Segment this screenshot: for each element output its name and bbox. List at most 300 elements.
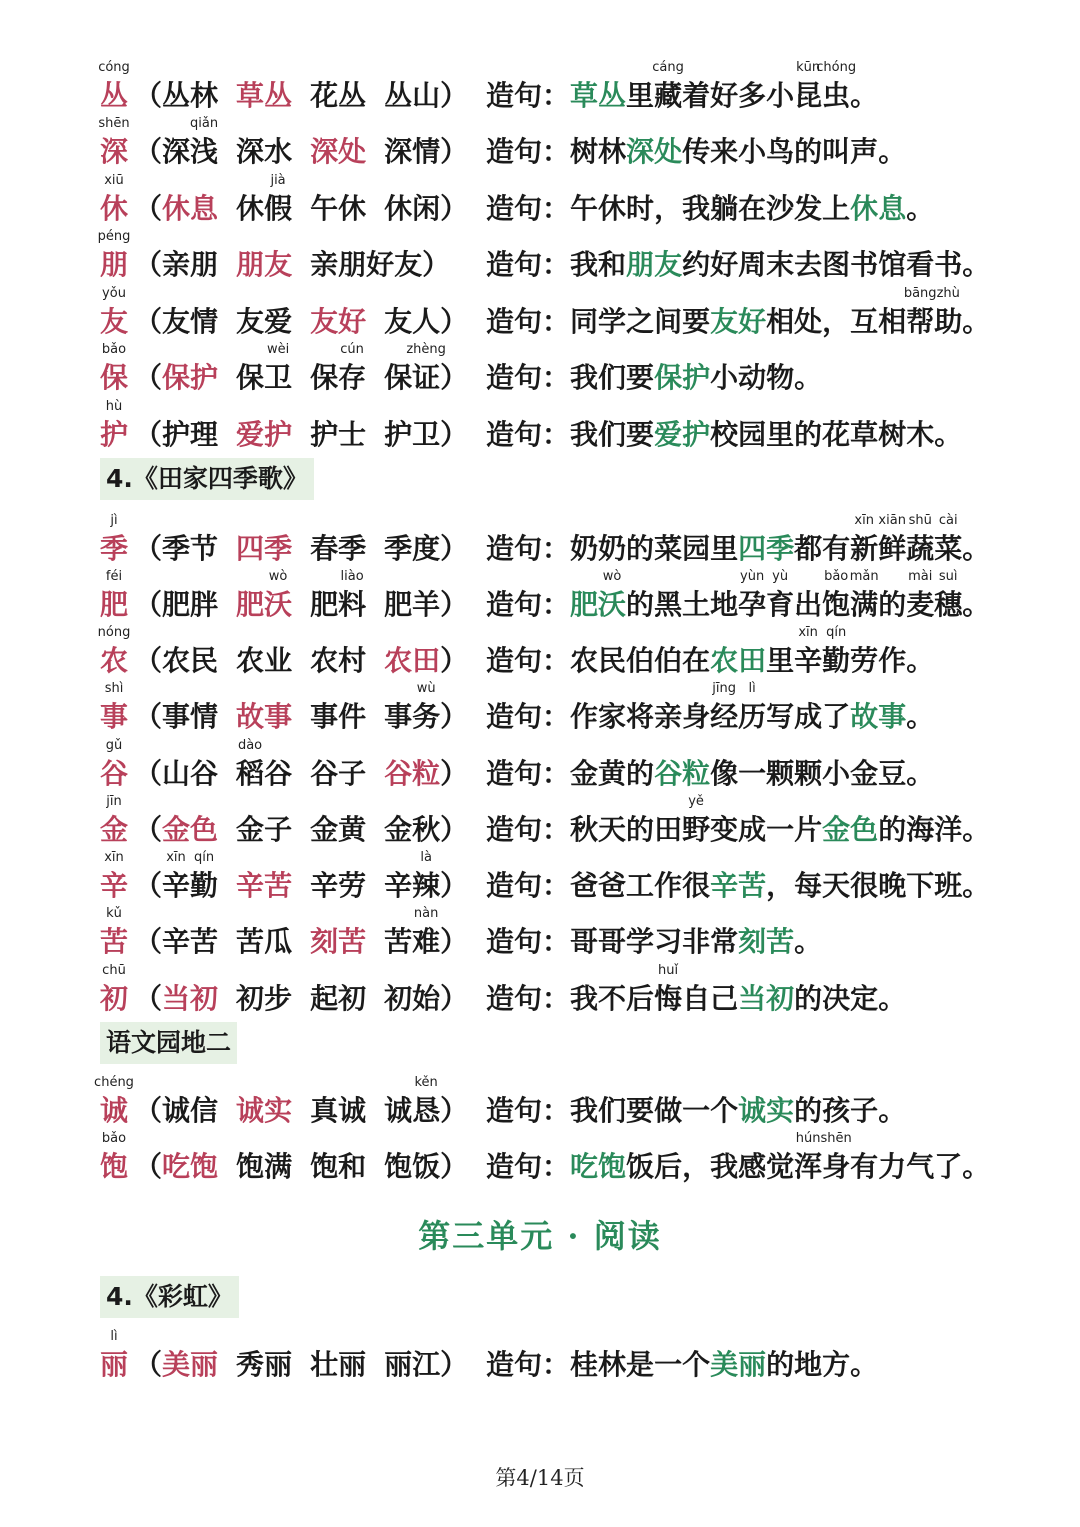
sentence-char-text: 满 [850,588,879,621]
word-char-text: 金 [384,813,413,846]
open-paren: （ [134,192,163,225]
word [384,418,441,451]
word-char-text: 谷 [264,757,293,790]
sentence-char [878,1094,907,1127]
sentence-char [598,700,627,733]
word-char [384,925,413,958]
word-char [162,79,191,112]
sentence-char-text: 奶 [570,532,599,565]
sentence-char-text: 小 [766,79,795,112]
sentence-char-pinyin: yùn [740,569,765,584]
word-char-text: 羊 [412,588,441,621]
sentence-char [850,248,879,281]
word-char-text: 护 [384,418,413,451]
word-char [236,192,265,225]
word-char-text: 田 [412,644,441,677]
sentence-char [626,813,655,846]
head-char [100,850,129,902]
sentence-char-text: 躺 [710,192,739,225]
sentence-char-text: 丽 [738,1348,767,1381]
sentence-char [626,700,655,733]
sentence-prefix: 造句： [486,135,571,168]
sentence-char [766,192,795,225]
sentence-line [486,286,991,338]
head-char-text: 饱 [100,1150,129,1183]
sentence-char-text: 一 [654,1348,683,1381]
word-char [338,813,367,846]
head-char-pinyin: bǎo [101,1131,127,1146]
word-char [310,532,339,565]
word-char [338,1348,367,1381]
open-paren: （ [134,1094,163,1127]
sentence-char-text: 后 [654,1150,683,1183]
sentence-char [570,700,599,733]
sentence-char-text: 土 [682,588,711,621]
word-char-text: 金 [236,813,265,846]
sentence-char-text: 虫 [822,79,851,112]
sentence-char-pinyin: bāng [903,286,937,301]
sentence-char-text: 校 [710,418,739,451]
word [162,813,219,846]
word-char [162,192,191,225]
sentence-char [738,644,767,677]
sentence-char-text: 饱 [822,588,851,621]
word [384,532,441,565]
word-char [310,361,339,394]
word-char [162,361,191,394]
word-char [162,1094,191,1127]
close-paren: ） [440,644,469,677]
sentence-char-text: 都 [794,532,823,565]
sentence-prefix: 造句： [486,588,571,621]
word [310,1094,367,1127]
sentence-char [654,418,683,451]
sentence-char-text: 约 [682,248,711,281]
head-char-pinyin: cóng [98,60,130,75]
sentence-char-text: 声 [850,135,879,168]
sentence-char-text: 好 [710,79,739,112]
unit-title: 第三单元 · 阅读 [418,1217,662,1255]
head-char [97,625,131,677]
sentence-char [962,1150,991,1183]
sentence-char [850,700,879,733]
word-char-text: 事 [162,700,191,733]
head-char-wrap [98,116,130,168]
sentence-char [654,1094,683,1127]
sentence-char [794,1094,823,1127]
sentence-char [878,869,907,902]
word-char [190,79,219,112]
word-char [236,925,265,958]
word-char [236,79,265,112]
word-char-text: 事 [264,700,293,733]
word-char-pinyin: qiǎn [189,116,219,131]
word-char [412,681,441,733]
word-char [310,248,339,281]
word-char-text: 午 [310,192,339,225]
sentence-char [794,248,823,281]
entry-xin [100,852,1060,908]
sentence-char-text: 要 [626,418,655,451]
head-char-text: 友 [100,305,129,338]
sentence-char [626,925,655,958]
word-char-text: 丛 [162,79,191,112]
sentence-char [962,532,991,565]
word-char [264,869,293,902]
word-char-text: 辛 [310,869,339,902]
sentence-char [766,1348,795,1381]
sentence-char [598,569,627,621]
word-char [190,532,219,565]
word-char [412,79,441,112]
head-char-wrap [97,625,131,677]
word-char-text: 故 [236,700,265,733]
sentence-char-text: 秋 [570,813,599,846]
sentence-char [738,681,767,733]
word-char [264,925,293,958]
word-char-text: 证 [412,361,441,394]
word-char [384,700,413,733]
sentence-line [486,513,991,565]
word-char [384,1348,413,1381]
sentence-char-text: 发 [794,192,823,225]
sentence-char-text: 很 [850,869,879,902]
sentence-line [486,1094,907,1127]
sentence-char-text: 金 [822,813,851,846]
sentence-char-text: 身 [822,1150,851,1183]
word-char [236,982,265,1015]
sentence-line [486,361,823,394]
entry-gu [100,740,1060,796]
word-char-text: 料 [338,588,367,621]
sentence-char-pinyin: bǎo [824,569,849,584]
head-char-pinyin: féi [105,569,123,584]
sentence-char-text: 谷 [654,757,683,790]
word [310,79,367,112]
word-char [190,1150,219,1183]
sentence-char-text: 好 [710,248,739,281]
word-char-text: 肥 [162,588,191,621]
sentence-char-text: 了 [822,700,851,733]
word-char-text: 民 [190,644,219,677]
head-char-wrap [100,794,129,846]
sentence-char-text: 金 [850,757,879,790]
sentence-char-text: 要 [682,305,711,338]
sentence-char [878,1150,907,1183]
sentence-char-text: 之 [626,305,655,338]
word [310,569,367,621]
sentence-char [598,925,627,958]
sentence-char [570,361,599,394]
head-char [100,399,129,451]
sentence-char-text: 园 [738,418,767,451]
sentence-char-text: 藏 [654,79,683,112]
word-char [162,135,191,168]
close-paren: ） [440,869,469,902]
head-char [100,1131,129,1183]
head-char [98,60,130,112]
sentence-char-text: 浑 [794,1150,823,1183]
head-char-pinyin: xiū [104,173,124,188]
section-yuwen-yuandi-er: 语文园地二 [100,1022,237,1064]
sentence-char-text: 帮 [906,305,935,338]
sentence-char-text: 上 [822,192,851,225]
sentence-prefix: 造句： [486,192,571,225]
word [162,1150,219,1183]
sentence-char [682,192,711,225]
sentence-char-text: 民 [598,644,627,677]
sentence-char [570,135,599,168]
word-group-line [134,738,469,790]
sentence-char-text: 处 [794,305,823,338]
sentence-char [570,588,599,621]
sentence-char [766,305,795,338]
sentence-char [962,813,991,846]
word-group-line [134,342,469,394]
sentence-char [626,588,655,621]
sentence-char-pinyin: qín [826,625,847,640]
sentence-char-text: 休 [850,192,879,225]
entry-bao1 [100,344,1060,400]
word-char [264,418,293,451]
word-char [310,1150,339,1183]
word-char-text: 卫 [264,361,293,394]
sentence-char-text: 木 [906,418,935,451]
head-char-pinyin: yǒu [102,286,126,301]
word-char-text: 护 [310,418,339,451]
word-char-text: 金 [310,813,339,846]
sentence-char [570,813,599,846]
word-char [264,532,293,565]
word-char-text: 丛 [264,79,293,112]
sentence-char-text: 同 [570,305,599,338]
word-char-text: 江 [412,1348,441,1381]
sentence-prefix: 造句： [486,757,571,790]
sentence-char-text: 饱 [598,1150,627,1183]
word-char-text: 保 [162,361,191,394]
sentence-char-text: 。 [906,757,935,790]
word [162,588,219,621]
word-char-text: 美 [162,1348,191,1381]
sentence-char-text: 小 [822,757,851,790]
word [236,79,293,112]
sentence-char-text: 成 [794,700,823,733]
sentence-line [486,794,991,846]
word [236,532,293,565]
word-char-text: 肥 [236,588,265,621]
word-char [264,1094,293,1127]
sentence-char [710,532,739,565]
sentence-char-text: 诚 [738,1094,767,1127]
sentence-char [766,869,795,902]
sentence-char-pinyin: xiān [878,513,906,528]
sentence-char-text: 黑 [654,588,683,621]
sentence-char [850,135,879,168]
sentence-char [850,757,879,790]
word-char-text: 农 [162,644,191,677]
word-char [189,116,219,168]
sentence-char [738,305,767,338]
word-char [412,850,441,902]
sentence-char [570,192,599,225]
sentence-char-text: 息 [878,192,907,225]
word-char-text: 信 [190,1094,219,1127]
sentence-char-text: 护 [682,361,711,394]
head-char-text: 谷 [100,757,129,790]
word-char [162,532,191,565]
sentence-char-text: 。 [850,1348,879,1381]
sentence-prefix: 造句： [486,248,571,281]
word-char [310,982,339,1015]
word-char [236,700,265,733]
sentence-char [850,1150,879,1183]
word-char-text: 护 [190,361,219,394]
word-char-text: 苦 [190,925,219,958]
word-char [338,1094,367,1127]
word-char [384,192,413,225]
sentence-char-text: 班 [934,869,963,902]
sentence-char [822,569,851,621]
head-char-wrap [100,963,129,1015]
word-char-text: 初 [384,982,413,1015]
sentence-prefix: 造句： [486,700,571,733]
sentence-char-text: 孕 [738,588,767,621]
sentence-char [822,869,851,902]
word-group-line [134,569,469,621]
word [310,342,367,394]
word [310,192,367,225]
sentence-char-text: 周 [738,248,767,281]
sentence-char-text: 苦 [766,925,795,958]
sentence-char-text: 出 [794,588,823,621]
sentence-char [652,60,684,112]
sentence-char-text: 园 [682,532,711,565]
sentence-char [738,135,767,168]
head-char-text: 保 [100,361,129,394]
sentence-char [738,1348,767,1381]
sentence-char [626,1094,655,1127]
sentence-char-text: 我 [570,248,599,281]
entry-fei [100,571,1060,627]
open-paren: （ [134,925,163,958]
word [310,1150,367,1183]
entry-bao2 [100,1133,1060,1189]
sentence-char [906,418,935,451]
sentence-char [850,644,879,677]
sentence-prefix: 造句： [486,305,571,338]
sentence-char-text: 里 [710,532,739,565]
sentence-char-pinyin: huǐ [658,963,679,978]
sentence-char-text: 。 [962,532,991,565]
word-char-text: 友 [384,305,413,338]
sentence-char-text: 野 [682,813,711,846]
word [162,700,219,733]
sentence-char-text: 的 [794,135,823,168]
word-char [338,869,367,902]
close-paren: ） [440,79,469,112]
sentence-line [486,1131,991,1183]
open-paren: （ [134,588,163,621]
word-char [264,79,293,112]
close-paren: ） [440,418,469,451]
word-char-text: 友 [394,248,423,281]
word-char [162,925,191,958]
sentence-char-text: 桂 [570,1348,599,1381]
open-paren: （ [134,79,163,112]
word-char [190,192,219,225]
sentence-char-text: 沃 [598,588,627,621]
word-char [190,644,219,677]
word [236,305,293,338]
word-char [366,248,395,281]
word-char-text: 村 [338,644,367,677]
sentence-char-text: 鲜 [878,532,907,565]
sentence-char [794,305,823,338]
sentence-char-text: 觉 [766,1150,795,1183]
sentence-char [570,79,599,112]
word-char-text: 恳 [412,1094,441,1127]
word-char-text: 处 [338,135,367,168]
entry-cong [100,62,1060,118]
entry-you [100,288,1060,344]
head-char-text: 肥 [100,588,129,621]
sentence-prefix: 造句： [486,813,571,846]
word-char-text: 深 [310,135,339,168]
sentence-char-text: 初 [766,982,795,1015]
sentence-char-text: 学 [598,305,627,338]
word-char-text: 务 [412,700,441,733]
word-char-text: 丽 [338,1348,367,1381]
sentence-line [486,418,963,451]
sentence-char-text: 片 [794,813,823,846]
word-char-text: 饱 [310,1150,339,1183]
sentence-char-text: 伯 [654,644,683,677]
word-char [264,644,293,677]
sentence-char [934,248,963,281]
sentence-char-text: 方 [822,1348,851,1381]
word-char [264,700,293,733]
word [384,644,441,677]
sentence-char [934,869,963,902]
word-char [412,1150,441,1183]
word-char [264,173,293,225]
word-char-text: 春 [310,532,339,565]
word-char-text: 士 [338,418,367,451]
sentence-char-text: 的 [878,588,907,621]
close-paren: ） [440,757,469,790]
word-char-text: 林 [190,79,219,112]
sentence-char [682,532,711,565]
word-char-text: 农 [384,644,413,677]
word [310,644,367,677]
sentence-char [598,869,627,902]
word-group-line [134,850,469,902]
word-char [162,757,191,790]
word [236,418,293,451]
word-group-line [134,644,469,677]
head-char-text: 季 [100,532,129,565]
sentence-char [710,361,739,394]
sentence-char-text: ， [682,1150,711,1183]
sentence-char-text: 每 [794,869,823,902]
word [236,700,293,733]
sentence-char [822,305,851,338]
sentence-line [486,869,991,902]
sentence-char-text: 天 [822,869,851,902]
word [310,248,423,281]
sentence-char [626,1348,655,1381]
sentence-char-text: 新 [850,532,879,565]
